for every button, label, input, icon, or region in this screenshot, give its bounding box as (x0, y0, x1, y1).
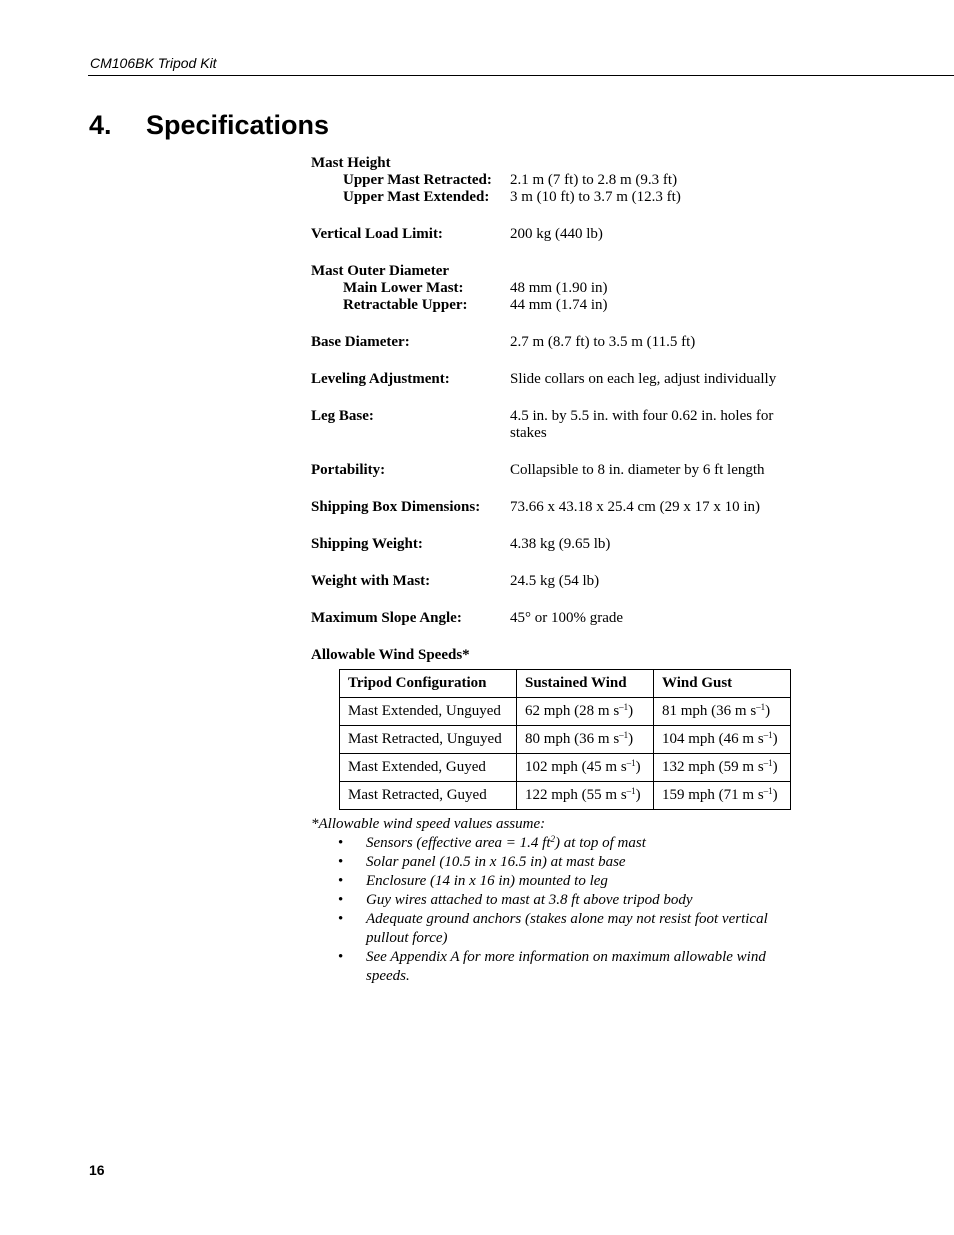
spec-label: Base Diameter: (311, 334, 410, 350)
spec-value: 3 m (10 ft) to 3.7 m (12.3 ft) (510, 189, 681, 205)
section-number: 4. (89, 110, 112, 140)
spec-label: Maximum Slope Angle: (311, 610, 462, 626)
spec-label: Portability: (311, 462, 386, 478)
spec-value: 4.38 kg (9.65 lb) (510, 536, 611, 552)
spec-value: 44 mm (1.74 in) (510, 297, 608, 313)
spec-value: 45° or 100% grade (510, 610, 624, 626)
column-header: Tripod Configuration (340, 670, 517, 698)
spec-value: 73.66 x 43.18 x 25.4 cm (29 x 17 x 10 in) (510, 499, 760, 515)
table-cell: 122 mph (55 m $s^{-1}$) (517, 782, 654, 810)
spec-portability (311, 462, 811, 479)
list-item: • Guy wires attached to mast at 3.8 ft above tripod body (338, 892, 693, 908)
spec-outer-diameter (311, 263, 811, 314)
section-title: Specifications (146, 110, 330, 140)
list-item: • Solar panel (10.5 in x 16.5 in) at mast base (338, 854, 626, 870)
table-row (340, 782, 791, 810)
list-item: • See Appendix A for more information on maximum allowable wind speeds. (338, 949, 766, 984)
table-row (340, 726, 791, 754)
spec-label: Shipping Box Dimensions: (311, 499, 481, 515)
spec-row (311, 172, 811, 189)
header-divider (88, 75, 954, 76)
specifications-list (311, 155, 811, 647)
bullet-icon: • (338, 949, 344, 965)
spec-label: Vertical Load Limit: (311, 226, 443, 242)
spec-value: 24.5 kg (54 lb) (510, 573, 600, 589)
list-item: • Adequate ground anchors (stakes alone may not resist foot vertical pullout force) (338, 911, 768, 946)
spec-group-title: Mast Outer Diameter (311, 263, 450, 279)
spec-vertical-load (311, 226, 811, 243)
spec-mast-height (311, 155, 811, 206)
bullet-icon: • (338, 835, 344, 851)
spec-row (311, 189, 811, 206)
wind-speeds-title: Allowable Wind Speeds* (311, 647, 470, 663)
table-cell: Mast Retracted, Guyed (340, 782, 517, 810)
spec-row (311, 280, 811, 297)
table-row (340, 698, 791, 726)
table-cell: 159 mph (71 m $s^{-1}$) (654, 782, 791, 810)
spec-shipping-weight (311, 536, 811, 553)
spec-row (311, 297, 811, 314)
table-cell: 104 mph (46 m $s^{-1}$) (654, 726, 791, 754)
spec-value: 4.5 in. by 5.5 in. with four 0.62 in. holes for stakes (510, 408, 774, 441)
spec-value: 200 kg (440 lb) (510, 226, 603, 242)
spec-shipping-box (311, 499, 811, 516)
spec-label: Upper Mast Retracted: (343, 172, 492, 188)
table-cell: 62 mph (28 m $s^{-1}$) (517, 698, 654, 726)
table-cell: Mast Extended, Unguyed (340, 698, 517, 726)
spec-label: Weight with Mast: (311, 573, 431, 589)
bullet-icon: • (338, 892, 344, 908)
wind-speed-notes (311, 815, 791, 986)
bullet-icon: • (338, 854, 344, 870)
notes-intro: *Allowable wind speed values assume: (311, 816, 546, 832)
spec-label: Shipping Weight: (311, 536, 423, 552)
list-item: • Enclosure (14 in x 16 in) mounted to leg (338, 873, 608, 889)
spec-label: Main Lower Mast: (343, 280, 464, 296)
spec-label: Leveling Adjustment: (311, 371, 450, 387)
spec-group-title: Mast Height (311, 155, 391, 171)
table-cell: Mast Retracted, Unguyed (340, 726, 517, 754)
spec-leveling (311, 371, 811, 388)
wind-speeds-table (339, 669, 791, 810)
table-cell: 132 mph (59 m $s^{-1}$) (654, 754, 791, 782)
spec-value: 2.7 m (8.7 ft) to 3.5 m (11.5 ft) (510, 334, 696, 350)
spec-max-slope (311, 610, 811, 627)
spec-value: Slide collars on each leg, adjust individually (510, 371, 777, 387)
section-heading (89, 110, 329, 141)
spec-value: 2.1 m (7 ft) to 2.8 m (9.3 ft) (510, 172, 678, 188)
bullet-icon: • (338, 911, 344, 927)
notes-list (311, 834, 791, 986)
table-cell: 80 mph (36 m $s^{-1}$) (517, 726, 654, 754)
table-cell: 102 mph (45 m $s^{-1}$) (517, 754, 654, 782)
spec-label: Leg Base: (311, 408, 374, 424)
table-header-row (340, 670, 791, 698)
spec-leg-base (311, 408, 811, 442)
table-row (340, 754, 791, 782)
table-cell: Mast Extended, Guyed (340, 754, 517, 782)
column-header: Wind Gust (654, 670, 791, 698)
list-item: • Sensors (effective area = 1.4 $ft^2$) at top of mast (338, 834, 646, 851)
spec-value: Collapsible to 8 in. diameter by 6 ft length (510, 462, 765, 478)
table-cell: 81 mph (36 m $s^{-1}$) (654, 698, 791, 726)
column-header: Sustained Wind (517, 670, 654, 698)
bullet-icon: • (338, 873, 344, 889)
spec-base-diameter (311, 334, 811, 351)
spec-label: Retractable Upper: (343, 297, 468, 313)
spec-weight-with-mast (311, 573, 811, 590)
running-header-title: CM106BK Tripod Kit (90, 55, 217, 71)
spec-label: Upper Mast Extended: (343, 189, 490, 205)
page-number: 16 (89, 1162, 105, 1178)
spec-value: 48 mm (1.90 in) (510, 280, 608, 296)
